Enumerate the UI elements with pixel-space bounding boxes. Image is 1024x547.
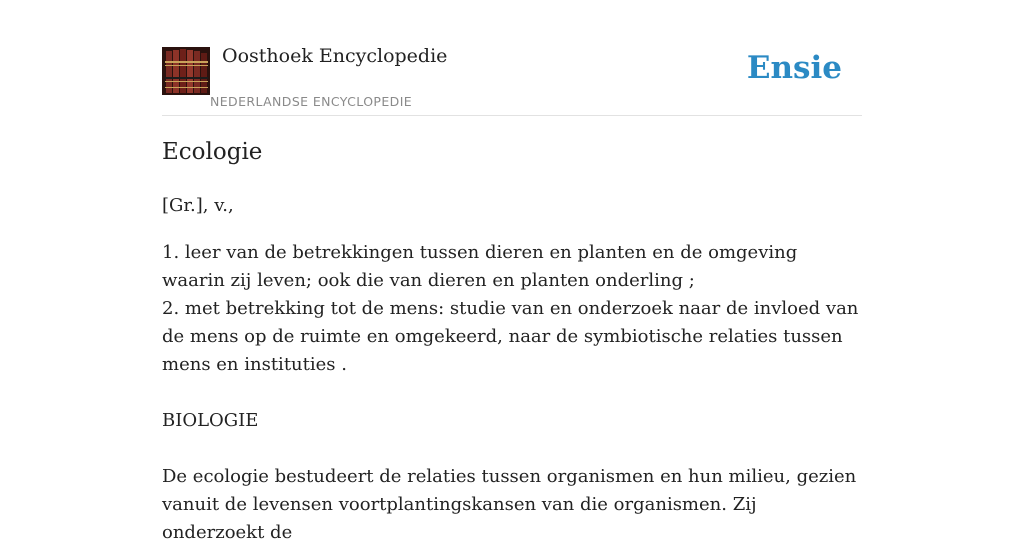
definition-1: 1. leer van de betrekkingen tussen dieren en planten en de omgeving waarin zij leven; ook die van dieren en planten onderling ; [162,242,798,291]
entry-grammar: [Gr.], v., [162,195,234,216]
page-container [162,0,862,543]
definition-2: 2. met betrekking tot de mens: studie van en onderzoek naar de invloed van de mens op de ruimte en omgekeerd, naar de symbiotische relaties tussen mens en instituties . [162,298,859,375]
paragraph-spacer [162,435,862,463]
site-subtitle: NEDERLANDSE ENCYCLOPEDIE [210,94,413,109]
book-spines-icon[interactable] [162,47,210,95]
entry-body [162,239,862,547]
entry-title: Ecologie [162,139,263,165]
site-title[interactable]: Oosthoek Encyclopedie [222,45,448,67]
paragraph-spacer [162,379,862,407]
section-text: De ecologie bestudeert de relaties tussen organismen en hun milieu, gezien vanuit de levensen voortplantingskansen van die organismen. Zij onderzoekt de [162,466,857,543]
site-header [162,0,862,116]
ensie-logo-link[interactable]: Ensie [746,50,842,86]
section-heading: BIOLOGIE [162,410,259,431]
